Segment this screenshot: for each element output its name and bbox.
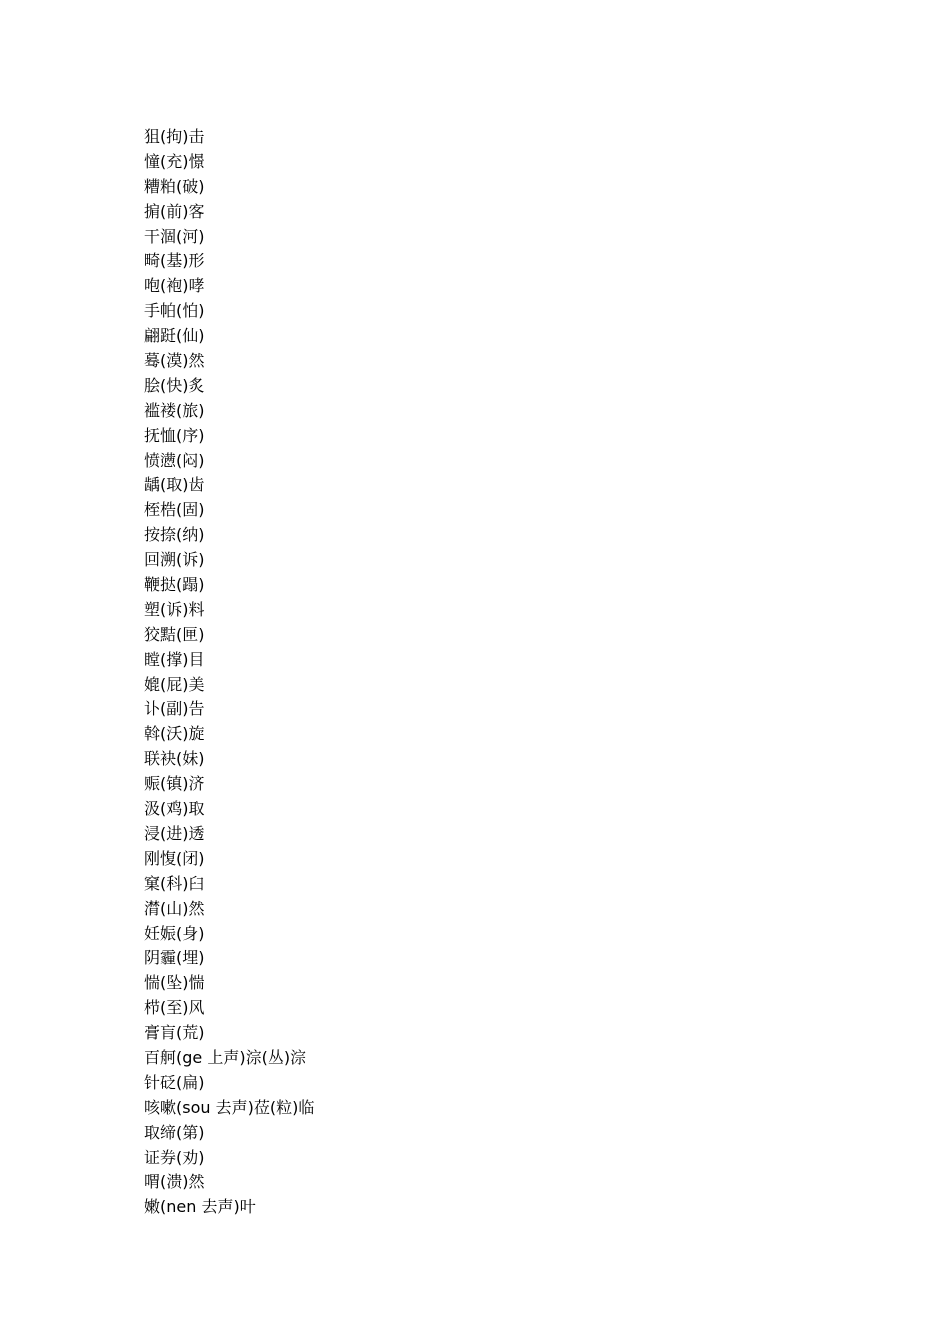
list-item: 畸(基)形	[144, 251, 205, 271]
list-item: 阴霾(埋)	[144, 948, 205, 968]
list-item: 媲(屁)美	[144, 674, 205, 694]
list-item: 窠(科)臼	[144, 873, 205, 893]
list-item: 讣(副)告	[144, 699, 205, 719]
list-item: 栉(至)风	[144, 998, 205, 1018]
list-item: 证券(劝)	[144, 1147, 205, 1167]
list-item: 掮(前)客	[144, 201, 205, 221]
list-item: 脍(快)炙	[144, 375, 205, 395]
list-item: 干涸(河)	[144, 226, 205, 246]
list-item: 蓦(漠)然	[144, 351, 205, 371]
list-item: 鞭挞(蹋)	[144, 575, 205, 595]
list-item: 喟(溃)然	[144, 1172, 205, 1192]
list-item: 抚恤(序)	[144, 425, 205, 445]
list-item: 憧(充)憬	[144, 151, 205, 171]
list-item: 愤懑(闷)	[144, 450, 205, 470]
list-item: 褴褛(旅)	[144, 400, 205, 420]
list-item: 狙(拘)击	[144, 127, 205, 146]
list-item: 取缔(第)	[144, 1122, 205, 1142]
list-item: 桎梏(固)	[144, 500, 205, 520]
list-item: 百舸(ge 上声)淙(丛)淙	[144, 1047, 307, 1067]
list-item: 针砭(扁)	[144, 1072, 205, 1092]
list-item: 妊娠(身)	[144, 923, 205, 943]
list-item: 龋(取)齿	[144, 475, 205, 495]
list-item: 浸(进)透	[144, 823, 205, 843]
list-item: 咆(袍)哮	[144, 276, 205, 296]
list-item: 膏肓(荒)	[144, 1023, 205, 1043]
list-item: 翩跹(仙)	[144, 326, 205, 346]
list-item: 咳嗽(sou 去声)莅(粒)临	[144, 1097, 315, 1117]
list-item: 塑(诉)料	[144, 599, 205, 619]
entry-list	[144, 125, 314, 1220]
list-item: 刚愎(闭)	[144, 848, 205, 868]
list-item: 回溯(诉)	[144, 550, 205, 570]
list-item: 潸(山)然	[144, 898, 205, 918]
list-item: 汲(鸡)取	[144, 799, 205, 819]
list-item: 糟粕(破)	[144, 176, 205, 196]
list-item: 按捺(纳)	[144, 525, 205, 545]
list-item: 手帕(怕)	[144, 301, 205, 321]
list-item: 赈(镇)济	[144, 774, 205, 794]
list-item: 联袂(妹)	[144, 749, 205, 769]
list-item: 狡黠(匣)	[144, 624, 205, 644]
list-item: 嫩(nen 去声)叶	[144, 1197, 256, 1217]
list-item: 瞠(撑)目	[144, 649, 205, 669]
list-item: 惴(坠)惴	[144, 973, 205, 993]
list-item: 斡(沃)旋	[144, 724, 205, 744]
